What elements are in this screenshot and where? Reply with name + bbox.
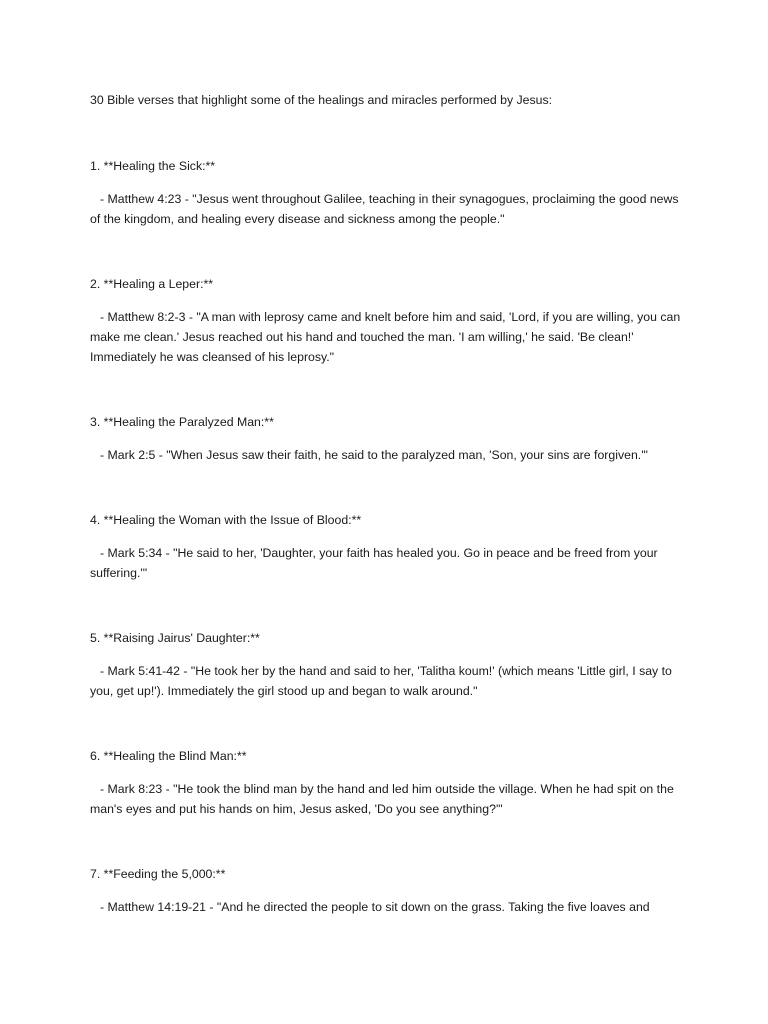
verse-text: - Matthew 14:19-21 - "And he directed the people to sit down on the grass. Taking the five loaves and — [100, 900, 650, 914]
intro-text: 30 Bible verses that highlight some of the healings and miracles performed by Jesus: — [90, 93, 553, 107]
item-heading: 5. **Raising Jairus' Daughter:** — [90, 631, 260, 645]
item-verse — [90, 189, 682, 229]
item-verse — [90, 445, 682, 465]
item-verse — [90, 307, 682, 367]
item-verse — [90, 543, 682, 583]
list-item — [90, 746, 682, 819]
list-item — [90, 156, 682, 229]
list-item — [90, 412, 682, 465]
list-item — [90, 274, 682, 367]
item-verse — [90, 897, 682, 917]
list-item — [90, 628, 682, 701]
item-verse — [90, 661, 682, 701]
verse-text: - Mark 8:23 - "He took the blind man by the hand and led him outside the village. When he had spit on the man's eyes and put his hands on him, Jesus asked, 'Do you see anything?'" — [90, 782, 674, 816]
item-heading: 1. **Healing the Sick:** — [90, 159, 216, 173]
verse-text: - Matthew 8:2-3 - "A man with leprosy came and knelt before him and said, 'Lord, if you are willing, you can make me clean.' Jesus reached out his hand and touched the man. 'I am willing,' he said. 'Be clean!' Immediately he was cleansed of his leprosy." — [90, 310, 681, 364]
document-body — [90, 90, 682, 962]
item-heading: 4. **Healing the Woman with the Issue of Blood:** — [90, 513, 362, 527]
item-heading: 6. **Healing the Blind Man:** — [90, 749, 247, 763]
verse-text: - Matthew 4:23 - "Jesus went throughout Galilee, teaching in their synagogues, proclaiming the good news of the kingdom, and healing every disease and sickness among the people." — [90, 192, 679, 226]
verse-text: - Mark 5:34 - "He said to her, 'Daughter, your faith has healed you. Go in peace and be freed from your suffering.'" — [90, 546, 658, 580]
list-item — [90, 510, 682, 583]
item-heading: 2. **Healing a Leper:** — [90, 277, 214, 291]
item-heading: 7. **Feeding the 5,000:** — [90, 867, 226, 881]
item-heading: 3. **Healing the Paralyzed Man:** — [90, 415, 274, 429]
item-verse — [90, 779, 682, 819]
verse-text: - Mark 5:41-42 - "He took her by the hand and said to her, 'Talitha koum!' (which means 'Little girl, I say to you, get up!'). Immediately the girl stood up and began to walk around." — [90, 664, 672, 698]
verse-text: - Mark 2:5 - "When Jesus saw their faith, he said to the paralyzed man, 'Son, your sins are forgiven.'" — [100, 448, 648, 462]
list-item — [90, 864, 682, 917]
